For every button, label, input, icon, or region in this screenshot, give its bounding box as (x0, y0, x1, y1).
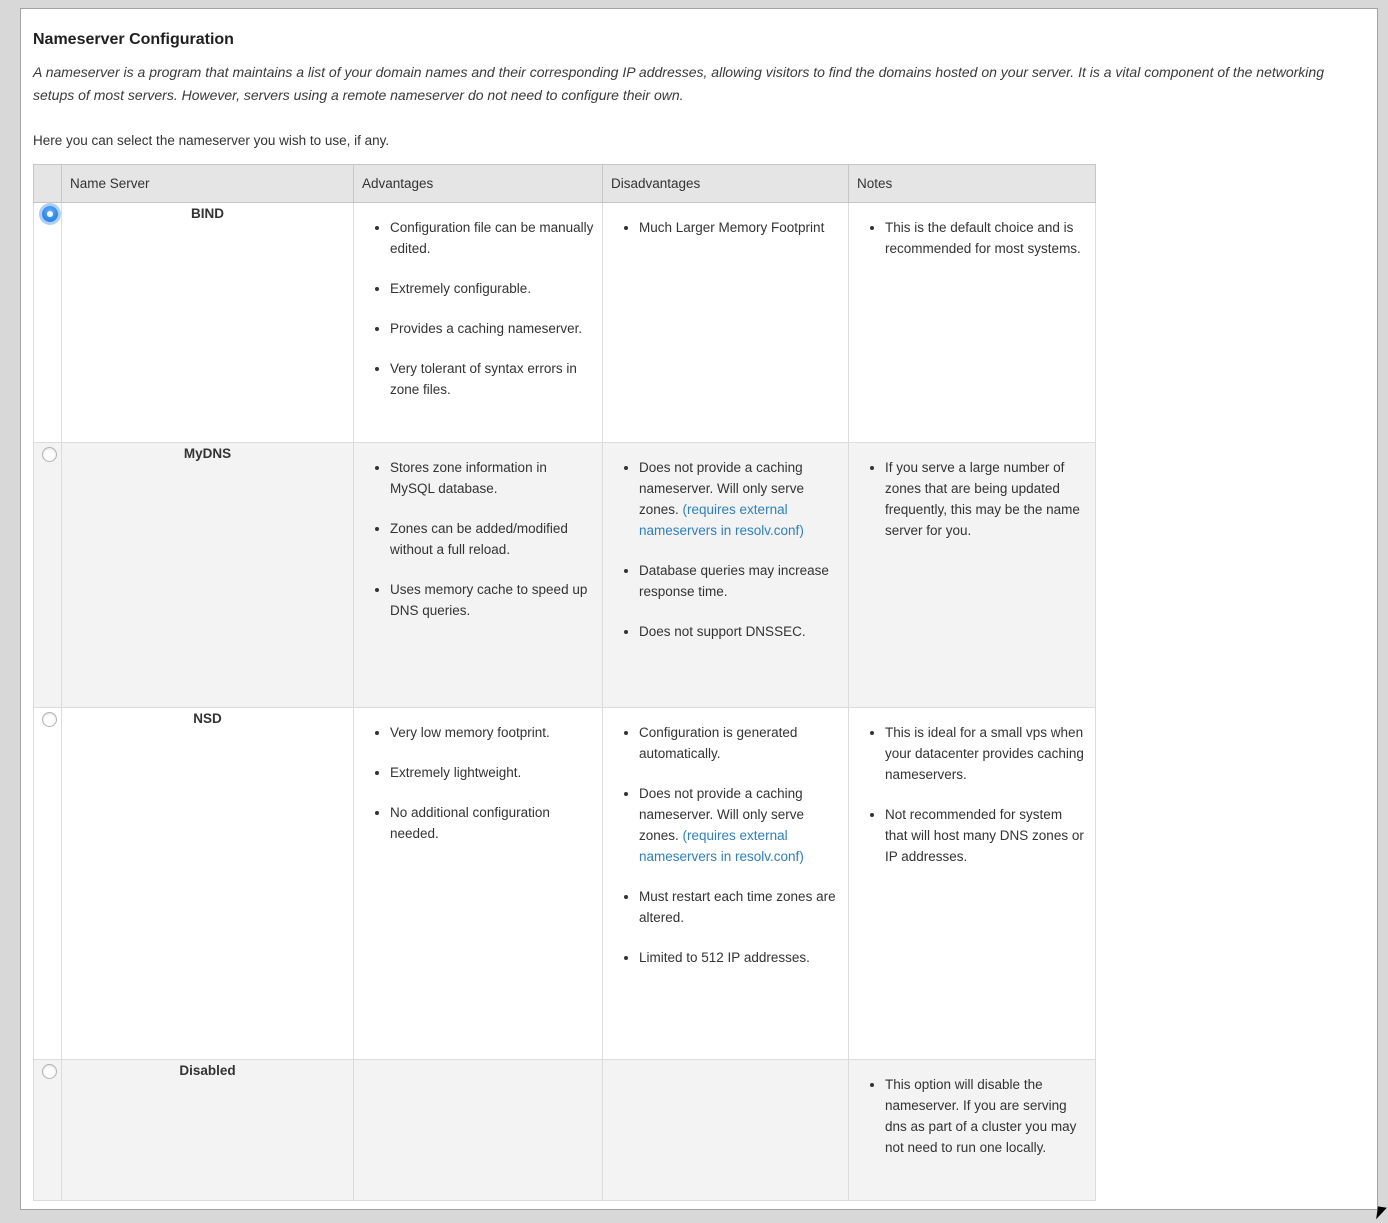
disadvantages-item-text: Much Larger Memory Footprint (639, 220, 825, 235)
notes-item (885, 722, 1087, 785)
bind-disadvantages-cell (603, 203, 849, 443)
header-disadvantages: Disadvantages (603, 165, 849, 203)
advantages-item-text: No additional configuration needed. (390, 805, 550, 841)
disadvantages-item (639, 621, 840, 642)
disadvantages-item (639, 722, 840, 764)
advantages-list (362, 457, 594, 621)
advantages-item (390, 318, 594, 339)
notes-item (885, 457, 1087, 541)
nameserver-row-mydns (34, 443, 1096, 708)
notes-item (885, 804, 1087, 867)
resolv-conf-link[interactable]: (requires external nameservers in resolv.conf) (639, 828, 804, 864)
nameserver-radio-mydns[interactable] (42, 447, 57, 462)
advantages-list (362, 722, 594, 844)
disadvantages-item-text: Must restart each time zones are altered. (639, 889, 836, 925)
bind-advantages-cell (354, 203, 603, 443)
advantages-item-text: Extremely lightweight. (390, 765, 522, 780)
nameserver-radio-bind[interactable] (42, 206, 58, 222)
disadvantages-item (639, 457, 840, 541)
bind-notes-cell (849, 203, 1096, 443)
notes-item-text: If you serve a large number of zones that are being updated frequently, this may be the name server for you. (885, 460, 1080, 538)
header-name-server: Name Server (62, 165, 354, 203)
notes-item-text: This option will disable the nameserver. If you are serving dns as part of a cluster you may not need to run one locally. (885, 1077, 1077, 1155)
mydns-disadvantages-cell (603, 443, 849, 708)
mouse-cursor (1376, 1206, 1387, 1220)
notes-item-text: This is ideal for a small vps when your datacenter provides caching nameservers. (885, 725, 1084, 782)
advantages-item (390, 579, 594, 621)
disadvantages-item (639, 217, 840, 238)
nameserver-name-mydns: MyDNS (62, 443, 354, 708)
disabled-radio-cell (34, 1060, 62, 1201)
notes-list (857, 722, 1087, 867)
mydns-radio-cell (34, 443, 62, 708)
bind-radio-cell (34, 203, 62, 443)
disadvantages-item-text: Configuration is generated automatically. (639, 725, 798, 761)
header-notes: Notes (849, 165, 1096, 203)
mydns-advantages-cell (354, 443, 603, 708)
page-title: Nameserver Configuration (33, 31, 234, 48)
header-advantages: Advantages (354, 165, 603, 203)
disabled-advantages-cell (354, 1060, 603, 1201)
advantages-item-text: Extremely configurable. (390, 281, 532, 296)
disadvantages-item-text: Does not provide a caching nameserver. Will only serve zones. (639, 460, 805, 517)
table-header-row (34, 165, 1096, 203)
advantages-list (362, 217, 594, 400)
advantages-item-text: Very low memory footprint. (390, 725, 550, 740)
disadvantages-list (611, 457, 840, 642)
nameserver-row-bind (34, 203, 1096, 443)
notes-item-text: Not recommended for system that will host many DNS zones or IP addresses. (885, 807, 1084, 864)
advantages-item (390, 217, 594, 259)
advantages-item (390, 457, 594, 499)
disadvantages-item (639, 560, 840, 602)
mydns-notes-cell (849, 443, 1096, 708)
nsd-advantages-cell (354, 708, 603, 1060)
selection-instruction: Here you can select the nameserver you wish to use, if any. (33, 133, 390, 148)
notes-item-text: This is the default choice and is recommended for most systems. (885, 220, 1081, 256)
advantages-item (390, 762, 594, 783)
nameserver-name-nsd: NSD (62, 708, 354, 1060)
disadvantages-item (639, 886, 840, 928)
disadvantages-item (639, 947, 840, 968)
advantages-item-text: Stores zone information in MySQL database. (390, 460, 547, 496)
disabled-notes-cell (849, 1060, 1096, 1201)
nameserver-name-bind: BIND (62, 203, 354, 443)
disadvantages-item-text: Does not provide a caching nameserver. Will only serve zones. (639, 786, 805, 843)
nsd-radio-cell (34, 708, 62, 1060)
notes-list (857, 457, 1087, 541)
disadvantages-item-text: Limited to 512 IP addresses. (639, 950, 810, 965)
advantages-item (390, 802, 594, 844)
advantages-item-text: Configuration file can be manually edited. (390, 220, 594, 256)
disabled-disadvantages-cell (603, 1060, 849, 1201)
nameserver-table (33, 164, 1096, 1201)
disadvantages-item (639, 783, 840, 867)
advantages-item-text: Zones can be added/modified without a full reload. (390, 521, 568, 557)
advantages-item-text: Provides a caching nameserver. (390, 321, 583, 336)
nameserver-radio-disabled[interactable] (42, 1064, 57, 1079)
notes-list (857, 1074, 1087, 1158)
advantages-item (390, 518, 594, 560)
nameserver-row-disabled (34, 1060, 1096, 1201)
advantages-item-text: Uses memory cache to speed up DNS queries. (390, 582, 588, 618)
disadvantages-item-text: Does not support DNSSEC. (639, 624, 806, 639)
disadvantages-item-text: Database queries may increase response time. (639, 563, 829, 599)
disadvantages-list (611, 217, 840, 238)
notes-list (857, 217, 1087, 259)
nameserver-radio-nsd[interactable] (42, 712, 57, 727)
nameserver-row-nsd (34, 708, 1096, 1060)
resolv-conf-link[interactable]: (requires external nameservers in resolv.conf) (639, 502, 804, 538)
nameserver-name-disabled: Disabled (62, 1060, 354, 1201)
nsd-disadvantages-cell (603, 708, 849, 1060)
page-description: A nameserver is a program that maintains a list of your domain names and their corresponding IP addresses, allowing visitors to find the domains hosted on your server. It is a vital component of the networking setups of most servers. However, servers using a remote nameserver do not need to configure their own. (33, 64, 1324, 103)
header-radio-column (34, 165, 62, 203)
disadvantages-list (611, 722, 840, 968)
advantages-item (390, 722, 594, 743)
notes-item (885, 1074, 1087, 1158)
nsd-notes-cell (849, 708, 1096, 1060)
advantages-item (390, 358, 594, 400)
notes-item (885, 217, 1087, 259)
advantages-item-text: Very tolerant of syntax errors in zone files. (390, 361, 577, 397)
content-panel (20, 8, 1378, 1210)
advantages-item (390, 278, 594, 299)
